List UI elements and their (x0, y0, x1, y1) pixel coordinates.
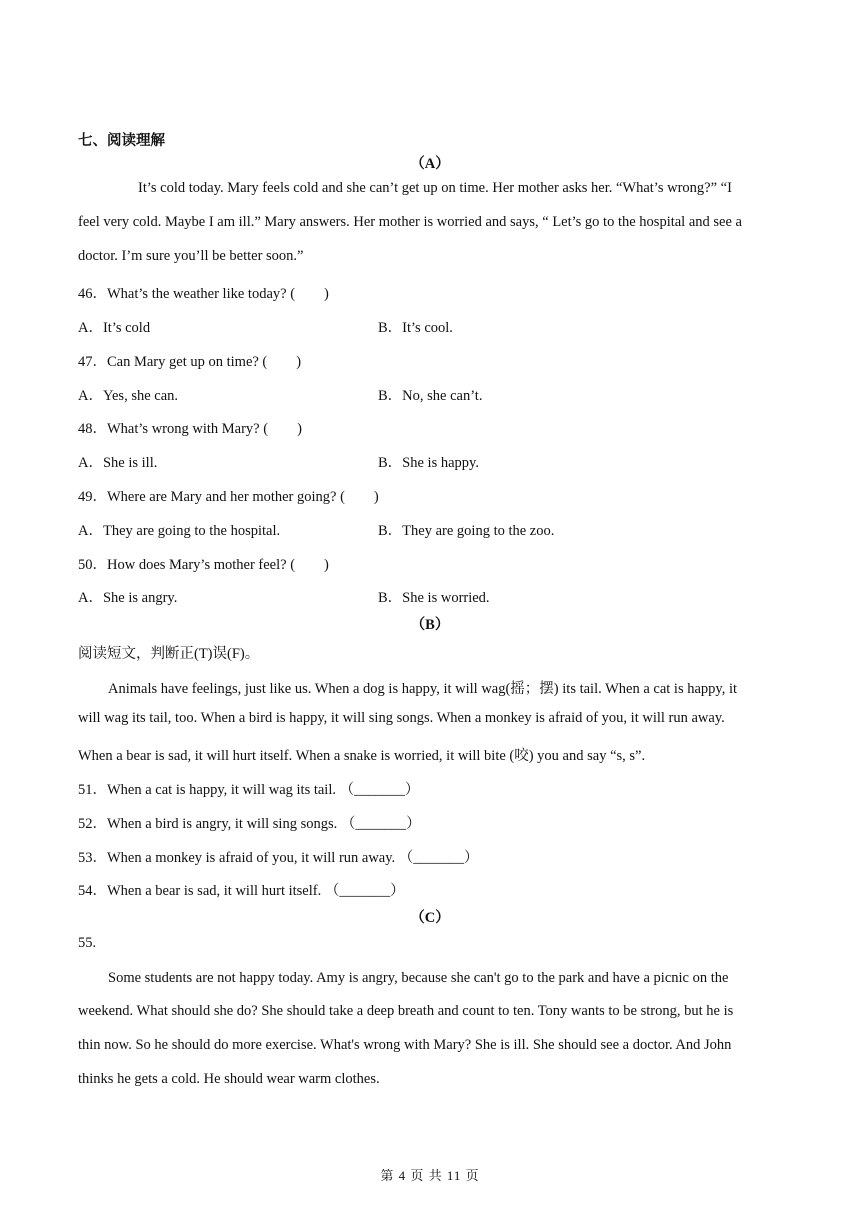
question-46-option-b: B．It’s cool. (378, 320, 453, 336)
statement-54: 54．When a bear is sad, it will hurt itself. （_______） (78, 883, 405, 899)
question-46: 46．What’s the weather like today? ( ) (78, 286, 329, 302)
part-a-passage-line-1: It’s cold today. Mary feels cold and she can’t get up on time. Her mother asks her. “What’s wrong?” “I (138, 180, 732, 196)
statement-52: 52．When a bird is angry, it will sing songs. （_______） (78, 816, 421, 832)
part-b-instruction: 阅读短文，判断正(T)误(F)。 (78, 646, 260, 662)
question-50-option-b: B．She is worried. (378, 590, 490, 606)
question-50-option-a: A．She is angry. (78, 590, 178, 606)
part-a-passage-line-2: feel very cold. Maybe I am ill.” Mary answers. Her mother is worried and says, “ Let’s go to the hospital and see a (78, 214, 742, 230)
part-c-passage-line-1: Some students are not happy today. Amy is angry, because she can't go to the park and have a picnic on the (108, 970, 729, 986)
part-c-passage-line-2: weekend. What should she do? She should take a deep breath and count to ten. Tony wants to be strong, but he is (78, 1003, 734, 1019)
question-48-option-b: B．She is happy. (378, 455, 479, 471)
question-50: 50．How does Mary’s mother feel? ( ) (78, 557, 329, 573)
part-a-passage-line-3: doctor. I’m sure you’ll be better soon.” (78, 248, 304, 264)
part-b-label: （B） (410, 617, 450, 633)
question-49: 49．Where are Mary and her mother going? ( ) (78, 489, 379, 505)
question-47: 47．Can Mary get up on time? ( ) (78, 354, 302, 370)
question-47-option-b: B．No, she can’t. (378, 388, 483, 404)
question-48: 48．What’s wrong with Mary? ( ) (78, 421, 302, 437)
section-title: 七、阅读理解 (78, 133, 165, 149)
question-47-option-a: A．Yes, she can. (78, 388, 179, 404)
part-c-label: （C） (410, 910, 450, 926)
question-55-number: 55. (78, 935, 97, 951)
part-c-passage-line-3: thin now. So he should do more exercise. What's wrong with Mary? She is ill. She should see a doctor. And John (78, 1037, 732, 1053)
page-footer: 第 4 页 共 11 页 (380, 1168, 480, 1183)
part-b-passage-line-1: Animals have feelings, just like us. When a dog is happy, it will wag(摇；摆) its tail. When a cat is happy, it (108, 681, 738, 697)
question-46-option-a: A．It’s cold (78, 320, 151, 336)
question-48-option-a: A．She is ill. (78, 455, 158, 471)
statement-53: 53．When a monkey is afraid of you, it will run away. （_______） (78, 850, 479, 866)
part-b-passage-line-3: When a bear is sad, it will hurt itself. When a snake is worried, it will bite (咬) you and say “s, s”. (78, 748, 646, 764)
part-a-label: （A） (410, 156, 450, 172)
question-49-option-b: B．They are going to the zoo. (378, 523, 555, 539)
question-49-option-a: A．They are going to the hospital. (78, 523, 281, 539)
part-b-passage-line-2: will wag its tail, too. When a bird is happy, it will sing songs. When a monkey is afraid of you, it will run away. (78, 710, 725, 726)
statement-51: 51．When a cat is happy, it will wag its tail. （_______） (78, 782, 420, 798)
part-c-passage-line-4: thinks he gets a cold. He should wear warm clothes. (78, 1071, 380, 1087)
